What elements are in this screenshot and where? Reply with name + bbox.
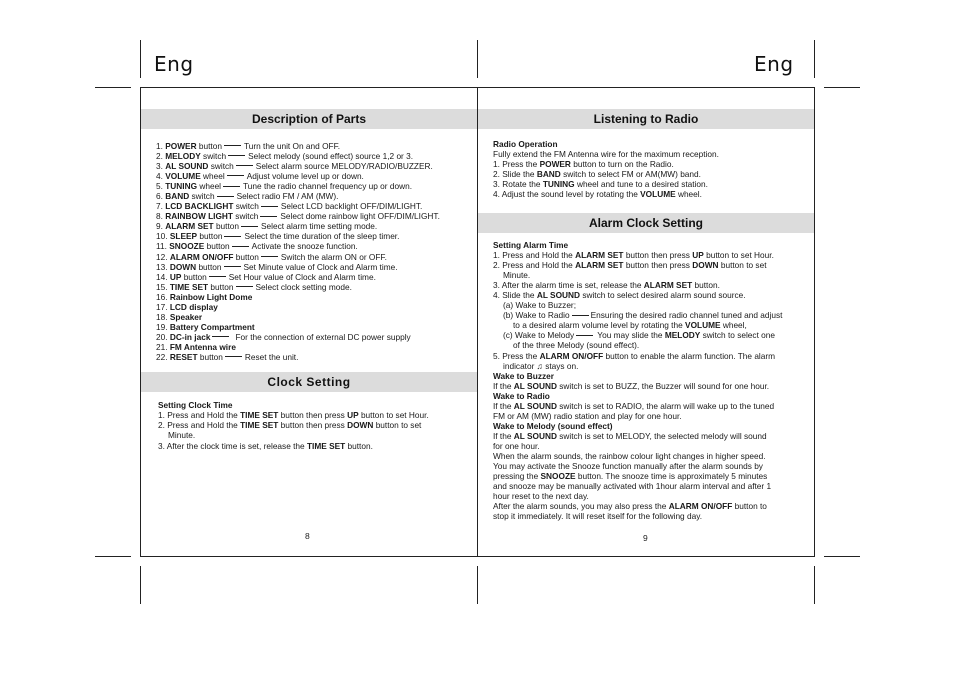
part-name: ALARM SET — [165, 221, 214, 232]
item-number: 12. — [156, 251, 168, 262]
page-number-left: 8 — [305, 531, 310, 541]
part-type: wheel — [200, 171, 225, 182]
item-number: 21. — [156, 341, 168, 352]
dash-separator — [261, 206, 278, 207]
part-name: TIME SET — [169, 281, 209, 292]
part-description: Turn the unit On and OFF. — [243, 141, 341, 151]
crop-mark — [140, 40, 141, 78]
part-name: Battery Compartment — [169, 321, 255, 332]
item-number: 7. — [156, 201, 163, 212]
part-name: VOLUME — [165, 171, 201, 182]
part-name: SLEEP — [169, 231, 198, 242]
language-label-left: Eng — [154, 52, 194, 76]
dash-separator — [228, 155, 245, 156]
parts-list-item — [156, 201, 440, 211]
frame-right — [814, 87, 815, 557]
part-name: FM Antenna wire — [169, 341, 236, 352]
item-number: 20. — [156, 331, 168, 342]
part-type: switch — [208, 161, 234, 172]
alarm-option-b: (b) Wake to Radio Ensuring the desired radio channel tuned and adjust — [503, 310, 783, 321]
part-type: switch — [233, 201, 259, 212]
alarm-setting-text — [493, 240, 782, 521]
parts-list-item — [156, 342, 440, 352]
part-description: Reset the unit. — [244, 351, 299, 362]
part-name: ALARM ON/OFF — [169, 251, 234, 262]
clock-step-2-cont: Minute. — [168, 430, 196, 441]
parts-list-item — [156, 151, 440, 161]
part-name: RAINBOW LIGHT — [165, 211, 233, 222]
item-number: 19. — [156, 321, 168, 332]
part-name: RESET — [169, 351, 198, 362]
section-heading-radio: Listening to Radio — [478, 109, 814, 129]
snooze-note-3: and snooze may be manually activated with 1hour alarm interval and after 1 — [493, 481, 772, 492]
part-type: button — [181, 271, 207, 282]
clock-step-1: 1. Press and Hold the TIME SET button then press UP button to set Hour. — [158, 410, 429, 421]
part-type: button — [197, 351, 223, 362]
part-type: button — [197, 231, 223, 242]
item-number: 16. — [156, 291, 168, 302]
parts-list-item — [156, 231, 440, 241]
crop-mark — [477, 566, 478, 604]
clock-step-2: 2. Press and Hold the TIME SET button then press DOWN button to set — [158, 420, 422, 431]
part-name: LCD display — [169, 301, 218, 312]
alarm-step-1: 1. Press and Hold the ALARM SET button then press UP button to set Hour. — [493, 250, 774, 261]
part-description: Adjust volume level up or down. — [246, 171, 364, 182]
dash-separator — [217, 196, 234, 197]
part-description: Select radio FM / AM (MW). — [236, 191, 339, 202]
snooze-note-2: pressing the SNOOZE button. The snooze time is approximately 5 minutes — [493, 471, 768, 482]
part-type: wheel — [197, 181, 222, 192]
item-number: 2. — [156, 151, 163, 162]
part-name: LCD BACKLIGHT — [165, 201, 234, 212]
part-name: MELODY — [165, 151, 201, 162]
alarm-step-4: 4. Slide the AL SOUND switch to select desired alarm sound source. — [493, 290, 746, 301]
crop-mark — [95, 556, 131, 557]
item-number: 5. — [156, 181, 163, 192]
part-description: Set Hour value of Clock and Alarm time. — [228, 271, 376, 282]
alarm-step-2-cont: Minute. — [503, 270, 531, 281]
part-name: UP — [169, 271, 182, 282]
crop-mark — [814, 40, 815, 78]
part-type: button — [213, 221, 240, 232]
subheading-wake-radio: Wake to Radio — [493, 390, 550, 401]
part-description: Activate the snooze function. — [251, 241, 358, 252]
part-name: POWER — [165, 141, 197, 151]
parts-list — [156, 141, 440, 362]
part-name: SNOOZE — [169, 241, 205, 252]
crop-mark — [824, 556, 860, 557]
part-type: switch — [189, 191, 215, 202]
dash-separator — [225, 356, 242, 357]
wake-radio-text-cont: FM or AM (MW) radio station and play for one hour. — [493, 410, 682, 421]
part-description: Switch the alarm ON or OFF. — [280, 251, 387, 262]
item-number: 11. — [156, 241, 167, 252]
parts-list-item — [156, 141, 440, 151]
stop-note-2: stop it immediately. It will reset itself for the following day. — [493, 511, 703, 522]
alarm-option-b-cont: to a desired alarm volume level by rotating the VOLUME wheel, — [513, 320, 747, 331]
snooze-note-4: hour reset to the next day. — [493, 491, 589, 502]
parts-list-item — [156, 211, 440, 221]
subheading-wake-melody: Wake to Melody (sound effect) — [493, 420, 613, 431]
item-number: 17. — [156, 301, 168, 312]
parts-list-item — [156, 252, 440, 262]
part-description: Select the time duration of the sleep timer. — [244, 231, 400, 242]
language-label-right: Eng — [754, 52, 794, 76]
parts-list-item — [156, 171, 440, 181]
part-type: switch — [232, 211, 259, 222]
radio-intro: Fully extend the FM Antenna wire for the maximum reception. — [493, 149, 719, 160]
crop-mark — [477, 40, 478, 78]
alarm-step-5: 5. Press the ALARM ON/OFF button to enable the alarm function. The alarm — [493, 350, 776, 361]
parts-list-item — [156, 161, 440, 171]
item-number: 6. — [156, 191, 163, 202]
page-number-right: 9 — [643, 533, 648, 543]
section-heading-clock: Clock Setting — [141, 372, 477, 392]
dash-separator — [261, 256, 278, 257]
item-number: 3. — [156, 161, 163, 172]
dash-separator — [232, 246, 249, 247]
part-description: Select melody (sound effect) source 1,2 or 3. — [248, 151, 414, 162]
dash-separator — [223, 186, 240, 187]
parts-list-item — [156, 272, 440, 282]
section-heading-alarm: Alarm Clock Setting — [478, 213, 814, 233]
part-description: Select alarm time setting mode. — [261, 221, 378, 232]
item-number: 18. — [156, 311, 168, 322]
part-name: DOWN — [169, 261, 197, 272]
crop-mark — [140, 566, 141, 604]
item-number: 10. — [156, 231, 168, 242]
item-number: 9. — [156, 221, 163, 232]
parts-list-item — [156, 221, 440, 231]
dash-separator — [576, 335, 593, 336]
part-name: TUNING — [165, 181, 198, 192]
radio-step-3: 3. Rotate the TUNING wheel and tune to a desired station. — [493, 179, 708, 190]
item-number: 1. — [156, 141, 163, 151]
wake-radio-text: If the AL SOUND switch is set to RADIO, the alarm will wake up to the tuned — [493, 400, 775, 411]
clock-setting-text — [158, 400, 429, 451]
part-type: button — [204, 241, 230, 252]
crop-mark — [95, 87, 131, 88]
part-name: Rainbow Light Dome — [169, 291, 253, 302]
radio-step-2: 2. Slide the BAND switch to select FM or AM(MW) band. — [493, 169, 701, 180]
part-type: button — [233, 251, 259, 262]
crop-mark — [824, 87, 860, 88]
item-number: 22. — [156, 351, 168, 362]
alarm-option-c-cont: of the three Melody (sound effect). — [513, 340, 640, 351]
frame-center — [477, 87, 478, 557]
radio-step-1: 1. Press the POWER button to turn on the Radio. — [493, 159, 674, 170]
parts-list-item — [156, 282, 440, 292]
alarm-option-c: (c) Wake to Melody You may slide the MELODY switch to select one — [503, 330, 776, 341]
dash-separator — [227, 175, 244, 176]
wake-melody-text-cont: for one hour. — [493, 440, 540, 451]
clock-step-3: 3. After the clock time is set, release the TIME SET button. — [158, 441, 373, 452]
rainbow-note: When the alarm sounds, the rainbow colour light changes in higher speed. — [493, 450, 766, 461]
dash-separator — [241, 226, 258, 227]
parts-list-item — [156, 262, 440, 272]
section-heading-parts: Description of Parts — [141, 109, 477, 129]
alarm-option-a: (a) Wake to Buzzer; — [503, 300, 577, 311]
dash-separator — [212, 336, 229, 337]
parts-list-item — [156, 292, 440, 302]
radio-step-4: 4. Adjust the sound level by rotating the VOLUME wheel. — [493, 189, 702, 200]
wake-buzzer-text: If the AL SOUND switch is set to BUZZ, the Buzzer will sound for one hour. — [493, 380, 770, 391]
part-name: BAND — [165, 191, 190, 202]
alarm-step-2: 2. Press and Hold the ALARM SET button then press DOWN button to set — [493, 260, 767, 271]
frame-left — [140, 87, 141, 557]
part-type: button — [196, 141, 222, 151]
part-name: Speaker — [169, 311, 203, 322]
part-description: Select clock setting mode. — [255, 281, 352, 292]
dash-separator — [572, 315, 589, 316]
dash-separator — [224, 145, 241, 146]
crop-mark — [814, 566, 815, 604]
part-name: AL SOUND — [165, 161, 209, 172]
part-type: button — [196, 261, 222, 272]
subheading-radio-operation: Radio Operation — [493, 139, 558, 149]
snooze-note-1: You may activate the Snooze function manually after the alarm sounds by — [493, 461, 763, 472]
part-description: Set Minute value of Clock and Alarm time. — [243, 261, 398, 272]
dash-separator — [260, 216, 277, 217]
radio-operation-text — [493, 139, 719, 199]
part-type: button — [208, 281, 234, 292]
alarm-step-3: 3. After the alarm time is set, release the ALARM SET button. — [493, 280, 720, 291]
item-number: 14. — [156, 271, 168, 282]
parts-list-item — [156, 181, 440, 191]
subheading-wake-buzzer: Wake to Buzzer — [493, 370, 555, 381]
alarm-step-5-cont: indicator ♫ stays on. — [503, 360, 579, 371]
part-name: DC-in jack — [169, 331, 211, 342]
dash-separator — [224, 266, 241, 267]
item-number: 13. — [156, 261, 168, 272]
parts-list-item — [156, 302, 440, 312]
wake-melody-text: If the AL SOUND switch is set to MELODY, the selected melody will sound — [493, 430, 767, 441]
parts-list-item — [156, 191, 440, 201]
part-description: Select alarm source MELODY/RADIO/BUZZER. — [255, 161, 433, 172]
item-number: 8. — [156, 211, 163, 222]
item-number: 4. — [156, 171, 163, 182]
part-type: switch — [200, 151, 227, 162]
item-number: 15. — [156, 281, 168, 292]
parts-list-item — [156, 312, 440, 322]
subheading-setting-alarm: Setting Alarm Time — [493, 240, 569, 250]
parts-list-item — [156, 352, 440, 362]
parts-list-item — [156, 332, 440, 342]
parts-list-item — [156, 322, 440, 332]
dash-separator — [236, 165, 253, 166]
dash-separator — [236, 286, 253, 287]
part-description: Select LCD backlight OFF/DIM/LIGHT. — [280, 201, 423, 212]
part-description: Select dome rainbow light OFF/DIM/LIGHT. — [280, 211, 440, 222]
subheading-setting-clock: Setting Clock Time — [158, 400, 233, 410]
dash-separator — [224, 236, 241, 237]
part-description: Tune the radio channel frequency up or down. — [243, 181, 412, 192]
part-description: For the connection of external DC power supply — [235, 331, 411, 342]
dash-separator — [209, 276, 226, 277]
stop-note-1: After the alarm sounds, you may also press the ALARM ON/OFF button to — [493, 501, 767, 512]
parts-list-item — [156, 241, 440, 251]
